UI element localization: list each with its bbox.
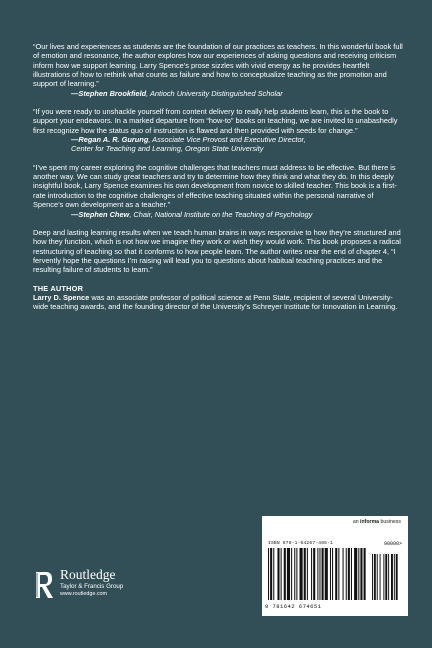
isbn-label: ISBN 978-1-64267-465-1 — [268, 541, 334, 546]
author-bio-text: was an associate professor of political science at Penn State, recipient of several University-wide teaching awards, and the founding director of the University’s Schreyer Institute for Innovation in Learning. — [33, 292, 398, 312]
cover-text-column — [33, 42, 403, 312]
informa-prefix: an — [352, 519, 361, 525]
barcode-icon — [268, 548, 404, 602]
endorser-title-1: , Antioch University Distinguished Scholar — [146, 88, 283, 98]
publisher-name: Routledge — [60, 567, 116, 582]
ean-number: 9 781642 674651 — [265, 603, 322, 610]
routledge-r-icon — [34, 570, 54, 600]
endorser-name-3: —Stephen Chew — [71, 209, 130, 219]
endorsement-quote-1: “Our lives and experiences as students are the foundation of our practices as teachers. In this wonderful book full of emotion and resonance, the author explores how our experiences of asking questions and receiving criticism inform how we support learning. Larry Spence’s prose sizzles with vivid energy as he provides heartfelt illustrations of how to rethink what counts as failure and how to conceptualize teaching as the promotion and support of learning.” — [33, 42, 403, 89]
endorsement-quote-3: “I’ve spent my career exploring the cognitive challenges that teachers must address to be effective. But there is another way. We can study great teachers and try to determine how they think and what they do. In this deeply insightful book, Larry Spence examines his own development from novice to skilled teacher. This book is a first-rate introduction to the cognitive challenges of effective teaching situated within the personal narrative of Spence’s own development as a teacher.” — [33, 162, 397, 210]
informa-suffix: business — [379, 519, 401, 525]
informa-brand: informa — [360, 519, 380, 525]
informa-label — [353, 519, 401, 525]
endorser-title-2: , Associate Vice Provost and Executive Director, — [148, 135, 306, 145]
barcode-panel — [262, 516, 408, 616]
publisher-group: Taylor & Francis Group — [60, 583, 124, 590]
endorser-title-2-line2: Center for Teaching and Learning, Oregon State University — [71, 144, 264, 154]
author-heading: THE AUTHOR — [33, 283, 84, 293]
endorsement-quote-2: “If you were ready to unshackle yourself from content delivery to really help students learn, this is the book to support your endeavors. In a marked departure from “how-to” books on teaching, we are invited to unabashedly first recognize how the status quo of instruction is flawed and then provided with seeds for change.” — [33, 107, 398, 135]
endorser-title-3: , Chair, National Institute on the Teaching of Psychology — [129, 209, 313, 219]
endorsement-attribution-3 — [33, 210, 403, 219]
author-bio — [33, 293, 403, 312]
endorser-name-1: —Stephen Brookfield — [71, 88, 147, 98]
endorsement-attribution-1 — [33, 89, 403, 98]
author-name: Larry D. Spence — [33, 292, 90, 302]
price-code: 90000> — [383, 541, 402, 547]
endorser-name-2: —Regan A. R. Gurung — [71, 135, 149, 145]
endorsement-attribution-2 — [33, 135, 403, 144]
publisher-text — [60, 567, 123, 598]
book-description: Deep and lasting learning results when we teach human brains in ways responsive to how they’re structured and how they function, which is not how we imagine they work or wish they would work. This book proposes a radical restructuring of teaching so that it conforms to how people learn. The author writes near the end of chapter 4, “I fervently hope the questions I’m raising will lead you to questions about habitual teaching practices and the resulting failure of students to learn.” — [33, 227, 401, 275]
publisher-url: www.routledge.com — [60, 591, 108, 597]
